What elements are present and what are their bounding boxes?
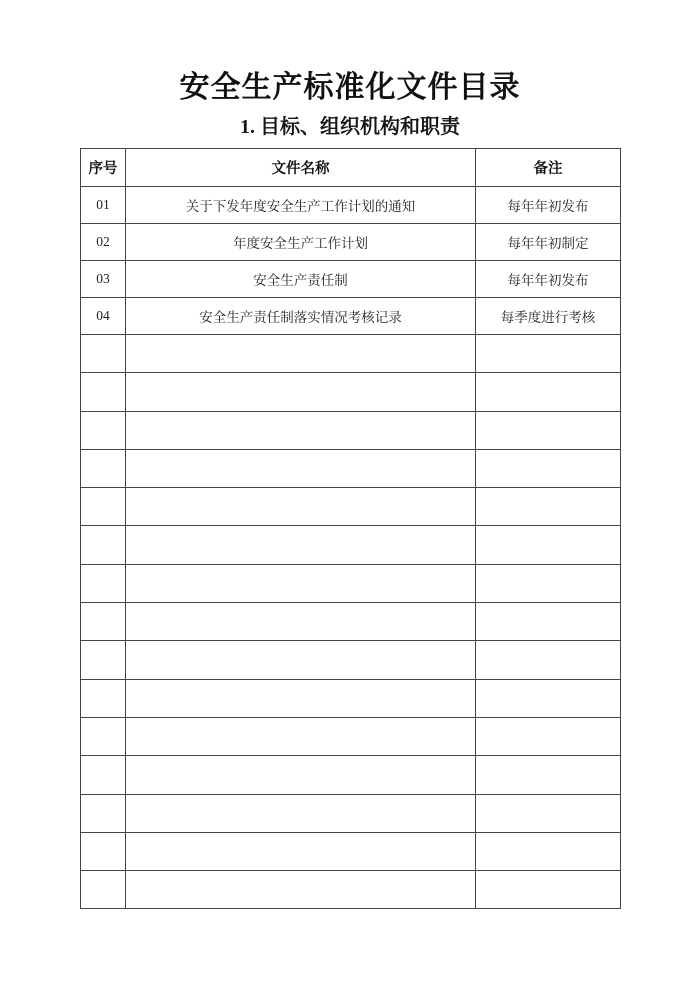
empty-table-row <box>81 373 621 411</box>
empty-cell <box>81 679 126 717</box>
remark-cell: 每年年初制定 <box>476 224 621 261</box>
empty-cell <box>126 832 476 870</box>
empty-table-row <box>81 756 621 794</box>
empty-table-row <box>81 335 621 373</box>
empty-cell <box>126 794 476 832</box>
empty-table-row <box>81 603 621 641</box>
remark-cell: 每年年初发布 <box>476 261 621 298</box>
serial-number-cell: 03 <box>81 261 126 298</box>
empty-cell <box>126 756 476 794</box>
empty-cell <box>126 411 476 449</box>
remark-cell: 每季度进行考核 <box>476 298 621 335</box>
page-title: 安全生产标准化文件目录 <box>179 71 521 104</box>
empty-cell <box>126 526 476 564</box>
empty-cell <box>476 641 621 679</box>
empty-table-row <box>81 488 621 526</box>
empty-cell <box>81 373 126 411</box>
table-row <box>81 261 621 298</box>
empty-cell <box>476 871 621 909</box>
document-name-cell: 安全生产责任制落实情况考核记录 <box>126 298 476 335</box>
header-remark: 备注 <box>476 149 621 187</box>
empty-cell <box>126 335 476 373</box>
empty-cell <box>476 449 621 487</box>
serial-number-cell: 02 <box>81 224 126 261</box>
document-name-cell: 安全生产责任制 <box>126 261 476 298</box>
empty-cell <box>81 832 126 870</box>
empty-table-row <box>81 832 621 870</box>
empty-cell <box>126 679 476 717</box>
table-body <box>81 187 621 909</box>
empty-cell <box>81 564 126 602</box>
table-row <box>81 298 621 335</box>
empty-cell <box>476 488 621 526</box>
empty-cell <box>476 411 621 449</box>
empty-table-row <box>81 526 621 564</box>
empty-cell <box>81 871 126 909</box>
section-heading: 1. 目标、组织机构和职责 <box>240 116 460 138</box>
document-directory-table <box>80 148 621 909</box>
empty-cell <box>126 603 476 641</box>
empty-cell <box>476 832 621 870</box>
empty-table-row <box>81 871 621 909</box>
empty-table-row <box>81 641 621 679</box>
remark-cell: 每年年初发布 <box>476 187 621 224</box>
table-header-row <box>81 149 621 187</box>
empty-cell <box>476 794 621 832</box>
empty-cell <box>81 526 126 564</box>
empty-cell <box>476 373 621 411</box>
empty-cell <box>81 794 126 832</box>
empty-cell <box>126 871 476 909</box>
empty-cell <box>81 411 126 449</box>
empty-table-row <box>81 717 621 755</box>
empty-cell <box>126 449 476 487</box>
empty-cell <box>476 335 621 373</box>
empty-table-row <box>81 794 621 832</box>
empty-table-row <box>81 679 621 717</box>
empty-cell <box>126 488 476 526</box>
empty-cell <box>81 717 126 755</box>
empty-cell <box>126 641 476 679</box>
document-name-cell: 年度安全生产工作计划 <box>126 224 476 261</box>
table-row <box>81 187 621 224</box>
empty-cell <box>81 335 126 373</box>
empty-cell <box>126 717 476 755</box>
header-document-name: 文件名称 <box>126 149 476 187</box>
empty-cell <box>81 488 126 526</box>
empty-cell <box>81 641 126 679</box>
document-name-cell: 关于下发年度安全生产工作计划的通知 <box>126 187 476 224</box>
empty-cell <box>476 603 621 641</box>
empty-cell <box>81 756 126 794</box>
table-row <box>81 224 621 261</box>
empty-cell <box>126 564 476 602</box>
serial-number-cell: 01 <box>81 187 126 224</box>
header-serial-number: 序号 <box>81 149 126 187</box>
empty-cell <box>476 679 621 717</box>
empty-table-row <box>81 564 621 602</box>
empty-cell <box>476 564 621 602</box>
empty-table-row <box>81 411 621 449</box>
empty-table-row <box>81 449 621 487</box>
empty-cell <box>81 449 126 487</box>
empty-cell <box>126 373 476 411</box>
serial-number-cell: 04 <box>81 298 126 335</box>
empty-cell <box>476 717 621 755</box>
empty-cell <box>81 603 126 641</box>
empty-cell <box>476 756 621 794</box>
empty-cell <box>476 526 621 564</box>
